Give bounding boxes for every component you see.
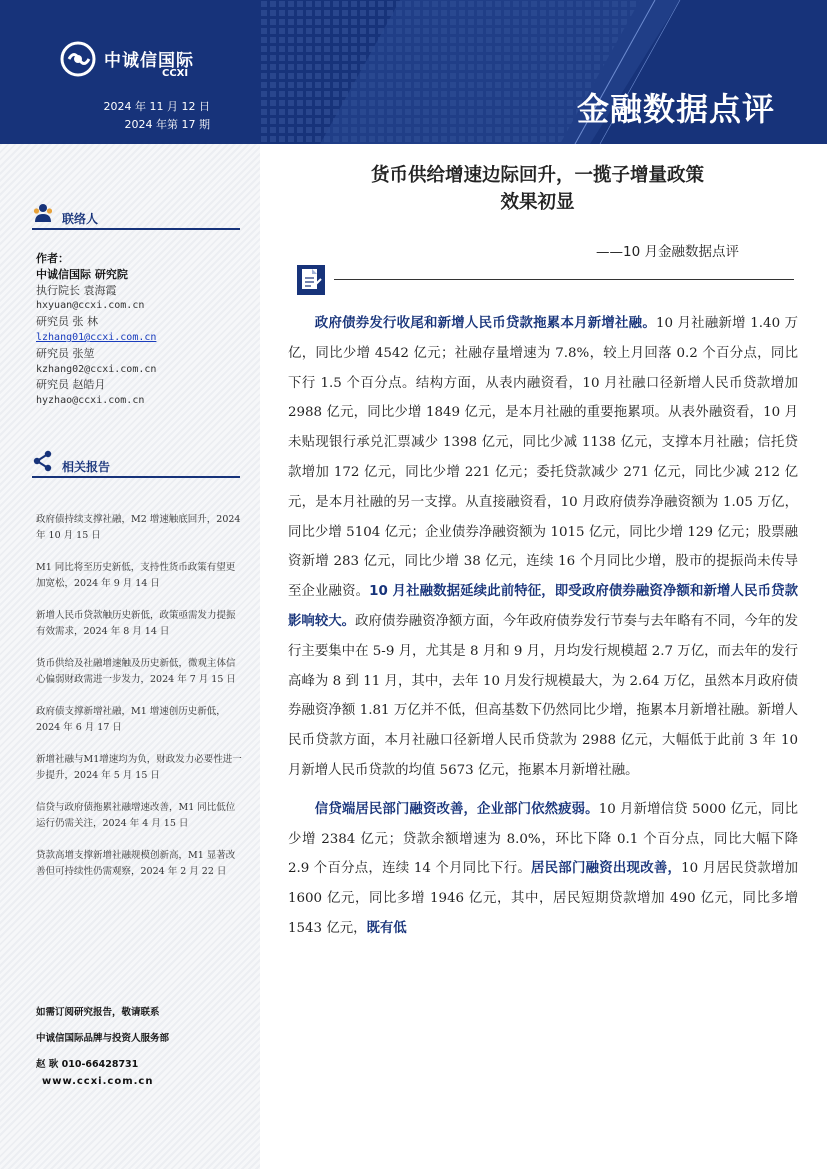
text: 政府债券融资净额方面，今年政府债券发行节奏与去年略有不同，今年的发行主要集中在 5-9 月，尤其是 8 月和 9 月，月均发行规模超 2.7 万亿，而去年的发行高峰为 8 到 11 月，其中，去年 10 月发行规模最大，为 2.64 万亿，虽然本月政府债券融资净额 1.81 万亿并不低，但高基数下仍然同比少增，拖累本月新增社融。新增人民币贷款方面，本月社融口径新增人民币贷款为 2988 亿元，大幅低于此前 3 年 10 月新增人民币贷款的均值 5673 亿元，拖累本月新增社融。 (288, 613, 798, 778)
report-date: 2024 年 11 月 12 日 (103, 100, 210, 113)
article-title-line: 货币供给增速边际回升，一揽子增量政策 (370, 165, 704, 186)
website-link[interactable]: www.ccxi.com.cn (42, 1076, 154, 1087)
article-title-line: 效果初显 (500, 192, 575, 213)
related-report-item[interactable]: 政府债持续支撑社融，M2 增速触底回升，2024 年 10 月 15 日 (36, 514, 241, 541)
logo-band (0, 0, 260, 144)
text: 10 月新增信贷 5000 亿元，同比少增 2384 亿元；贷款余额增速为 8.0%，环比下降 0.1 个百分点，同比大幅下降 2.9 个百分点，连续 14 个月同比下行。 (288, 801, 799, 877)
paragraph (288, 795, 798, 944)
related-report-item[interactable]: M1 同比将至历史新低，支持性货币政策有望更加宽松，2024 年 9 月 14 日 (36, 562, 236, 589)
report-series-title: 金融数据点评 (576, 90, 775, 128)
contact-role: 研究员 赵皓月 (36, 378, 106, 392)
emphasis: 信贷端居民部门融资改善，企业部门依然疲弱。 (314, 801, 599, 817)
subscribe-contact: 赵 耿 010-66428731 (36, 1059, 139, 1070)
subscribe-line: 如需订阅研究报告，敬请联系 (36, 1007, 160, 1018)
emphasis: 政府债券发行收尾和新增人民币贷款拖累本月新增社融。 (314, 316, 656, 331)
brand-sub: CCXI (162, 68, 189, 79)
contact-block (36, 251, 246, 409)
contact-section-header (32, 208, 240, 230)
related-report-list (36, 512, 242, 896)
article-title (290, 162, 785, 216)
related-report-item[interactable]: 贷款高增支撑新增社融规模创新高，M1 显著改善但可持续性仍需观察，2024 年 2 月 22 日 (36, 850, 236, 877)
author-label: 作者： (36, 252, 69, 265)
related-report-item[interactable]: 信贷与政府债拖累社融增速改善，M1 同比低位运行仍需关注，2024 年 4 月 15 日 (36, 802, 236, 829)
document-icon (296, 264, 326, 296)
related-report-item[interactable]: 新增社融与M1增速均为负，财政发力必要性进一步提升，2024 年 5 月 15 日 (36, 754, 242, 781)
article-subtitle: ——10 月金融数据点评 (596, 244, 739, 260)
header-banner (260, 0, 827, 144)
sidebar (0, 0, 260, 1169)
title-rule (334, 279, 794, 280)
contact-role: 研究员 张 林 (36, 315, 98, 329)
article-body (288, 309, 798, 944)
brand-logo (58, 38, 218, 82)
contact-role: 执行院长 袁海霞 (36, 283, 117, 297)
contact-heading: 联络人 (62, 212, 99, 226)
subscribe-line: 中诚信国际品牌与投资人服务部 (36, 1033, 170, 1044)
related-report-item[interactable]: 政府债支撑新增社融，M1 增速创历史新低，2024 年 6 月 17 日 (36, 706, 226, 733)
share-icon (32, 450, 54, 472)
ccxi-logo-icon (58, 40, 98, 78)
related-report-item[interactable]: 新增人民币贷款触历史新低，政策亟需发力提振有效需求，2024 年 8 月 14 日 (36, 610, 236, 637)
text: 10 月居民贷款增加 1600 亿元，同比多增 1946 亿元，其中，居民短期贷款增加 490 亿元，同比多增 1543 亿元， (288, 861, 799, 936)
emphasis: 居民部门融资出现改善， (531, 861, 682, 877)
contact-email[interactable]: kzhang02@ccxi.com.cn (36, 363, 157, 375)
related-report-item[interactable]: 货币供给及社融增速触及历史新低，微观主体信心偏弱财政需进一步发力，2024 年 7 月 15 日 (36, 658, 236, 685)
subscribe-block (36, 1000, 246, 1078)
emphasis: 既有低 (366, 920, 407, 936)
text: 10 月社融新增 1.40 万亿，同比少增 4542 亿元；社融存量增速为 7.8%，较上月回落 0.2 个百分点，同比下行 1.5 个百分点。结构方面，从表内融资看，10 月社融口径新增人民币贷款增加 2988 亿元，同比少增 1849 亿元，是本月社融的重要拖累项。从表外融资看，10 月未贴现银行承兑汇票减少 1398 亿元，同比少减 1138 亿元，支撑本月社融；信托贷款增加 172 亿元，同比少增 221 亿元；委托贷款减少 271 亿元，同比少减 212 亿元，是本月社融的另一支撑。从直接融资看，10 月政府债券净融资额为 1.05 万亿，同比少增 5104 亿元；企业债券净融资额为 1015 亿元，同比少增 129 亿元；股票融资新增 283 亿元，同比少增 38 亿元，连续 16 个月同比少增，股市的提振尚未传导至企业融资。 (288, 316, 799, 600)
contact-email[interactable]: hxyuan@ccxi.com.cn (36, 300, 145, 312)
report-issue: 2024 年第 17 期 (124, 118, 210, 131)
paragraph (288, 309, 798, 786)
brand-name: 中诚信国际 (104, 51, 194, 71)
related-reports-header (32, 456, 240, 478)
related-heading: 相关报告 (62, 460, 111, 474)
emphasis: 10 月社融数据延续此前特征，即受政府债券融资净额和新增人民币贷款影响较大。 (288, 584, 799, 629)
contact-role: 研究员 张堃 (36, 346, 95, 360)
contact-email[interactable]: hyzhao@ccxi.com.cn (36, 395, 145, 407)
author-org: 中诚信国际 研究院 (36, 267, 128, 281)
contact-email-link[interactable]: lzhang01@ccxi.com.cn (36, 331, 157, 343)
people-icon (32, 202, 54, 224)
